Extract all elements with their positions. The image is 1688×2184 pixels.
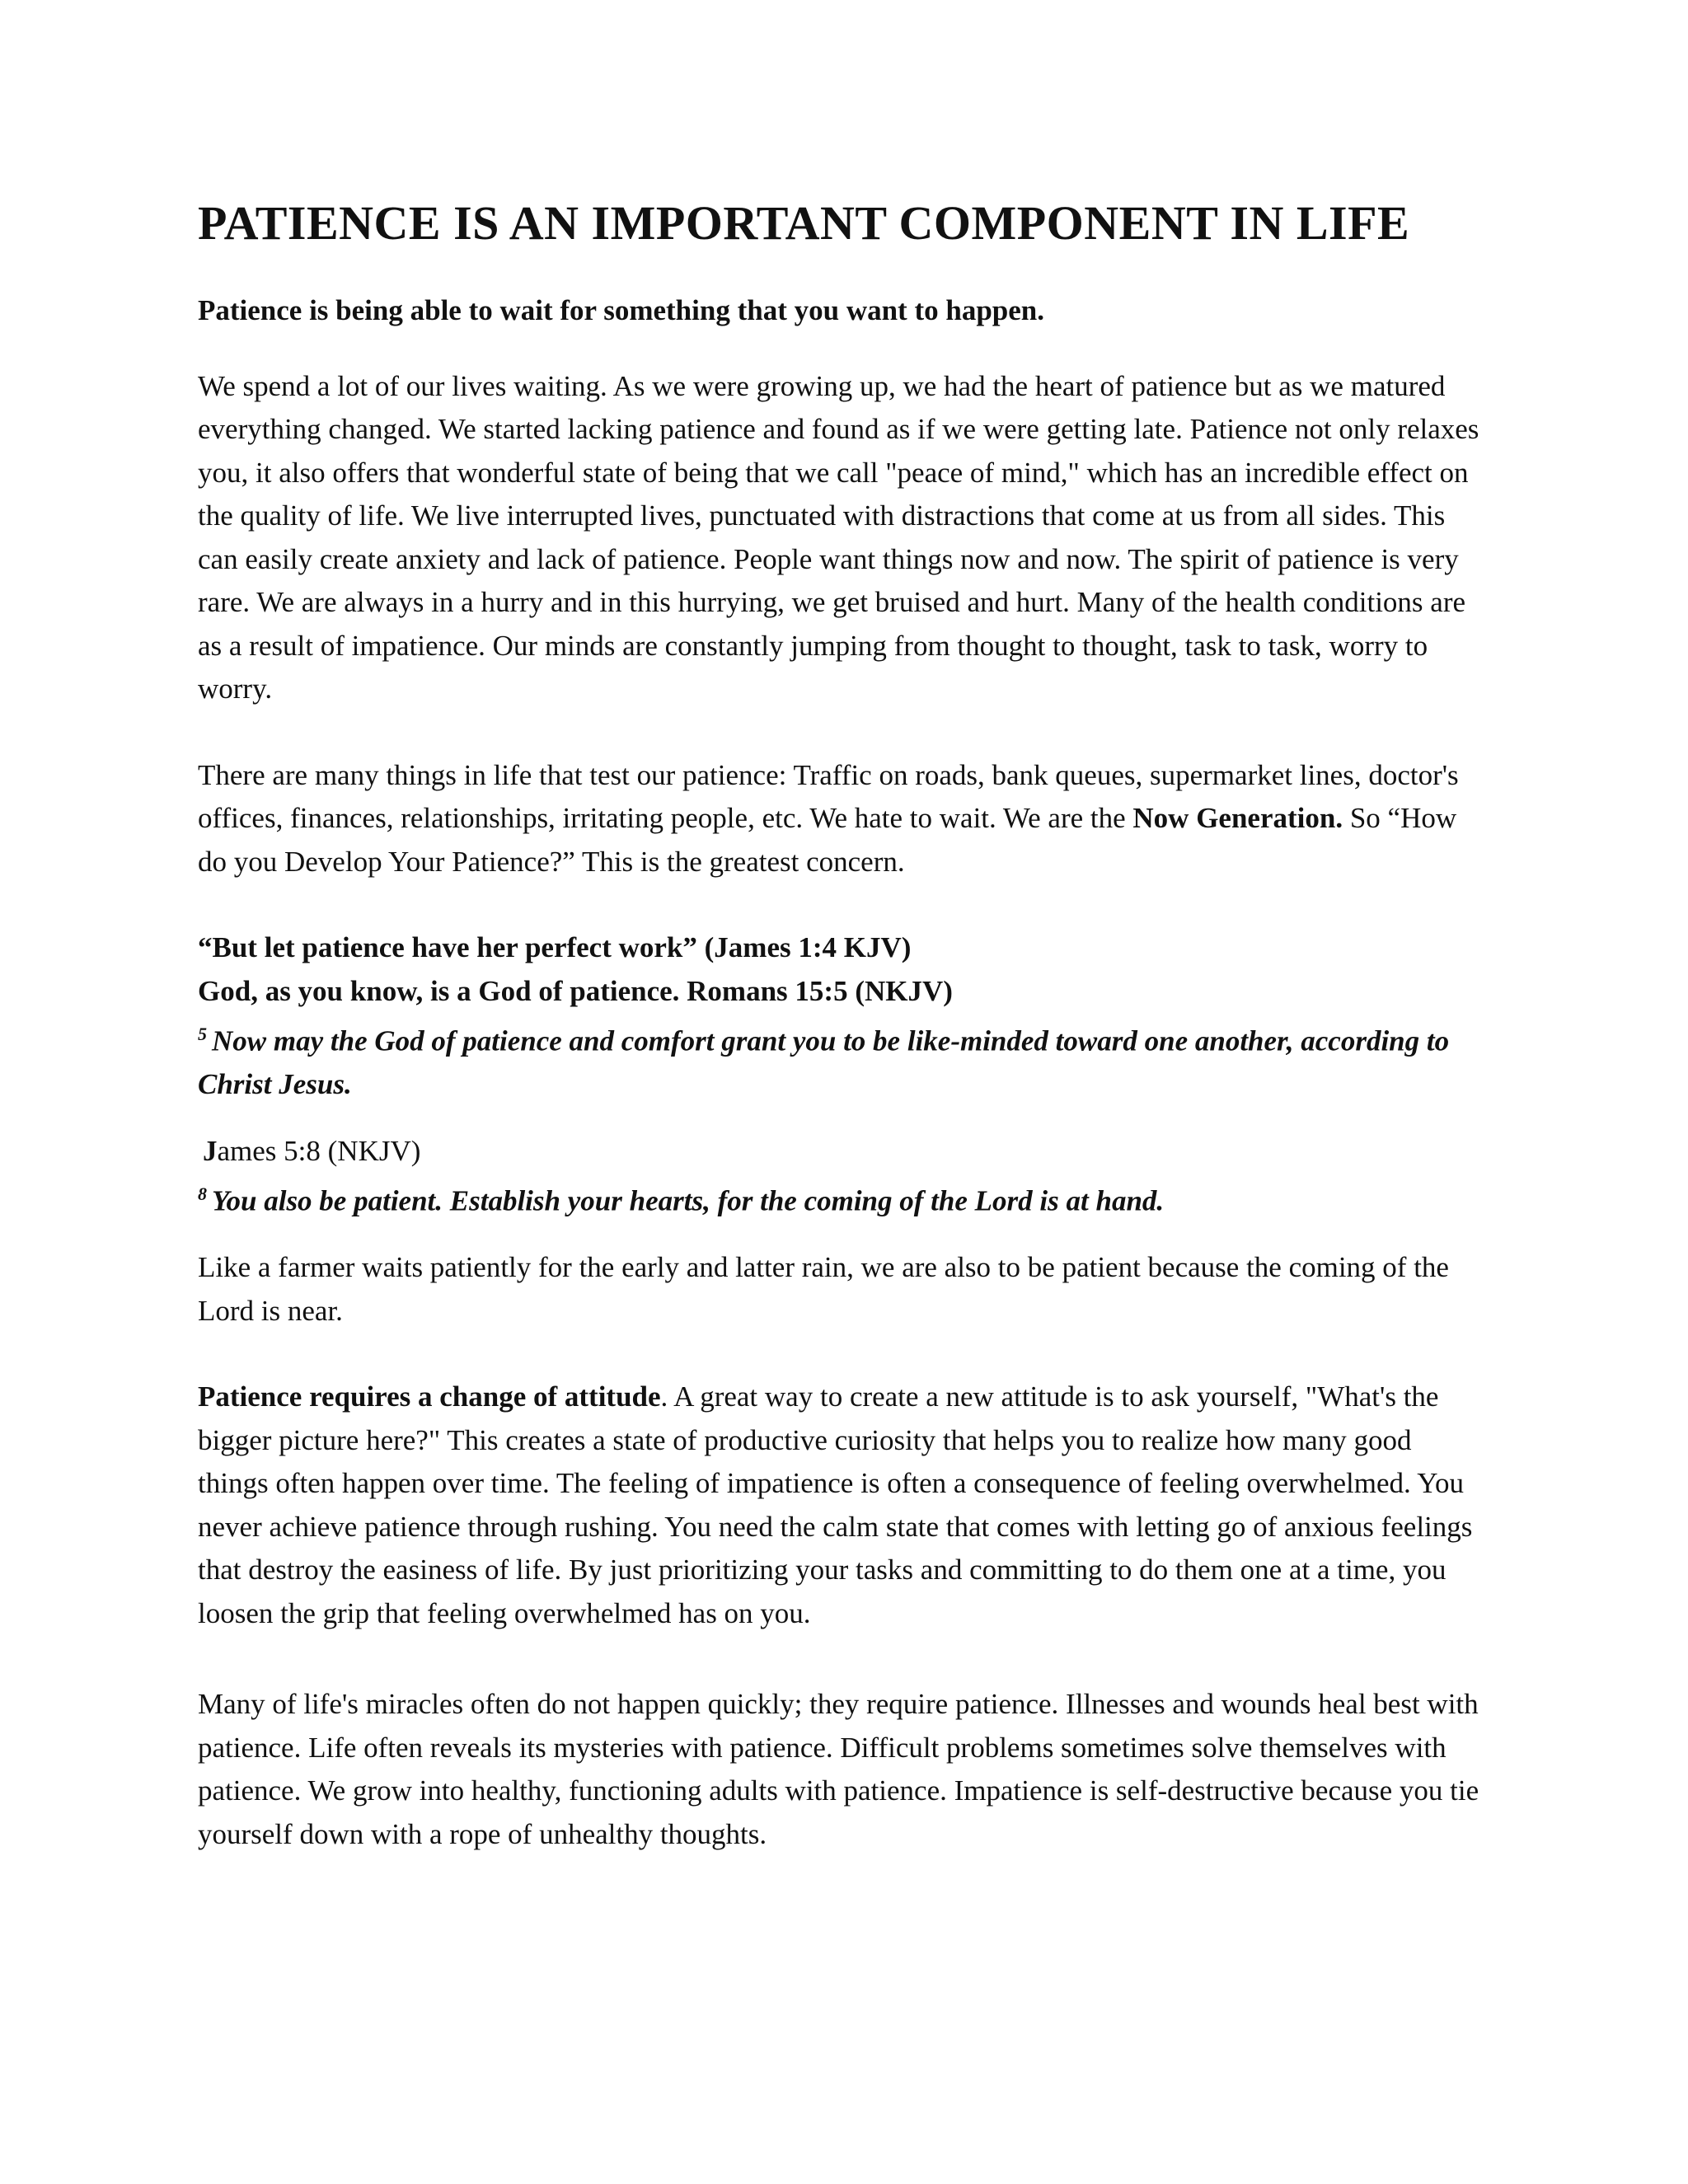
paragraph-tests-start: There are many things in life that test our patience: Traffic on roads, bank queues, supermarket lines, doctor's offices, finances, relationships, irritating people, etc. We hate to wait. We are the	[198, 758, 1459, 835]
paragraph-waiting: We spend a lot of our lives waiting. As we were growing up, we had the heart of patience but as we matured everything changed. We started lacking patience and found as if we were getting late. Patience not only relaxes you, it also offers that wonderful state of being that we call "peace of mind," which has an incredible effect on the quality of life. We live interrupted lives, punctuated with distractions that come at us from all sides. This can easily create anxiety and lack of patience. People want things now and now. The spirit of patience is very rare. We are always in a hurry and in this hurrying, we get bruised and hurt. Many of the health conditions are as a result of impatience. Our minds are constantly jumping from thought to thought, task to task, worry to worry.	[198, 369, 1479, 705]
now-generation-phrase: Now Generation.	[1132, 802, 1343, 835]
scripture-james-1-4: “But let patience have her perfect work” (James 1:4 KJV)	[198, 931, 912, 964]
page-title: PATIENCE IS AN IMPORTANT COMPONENT IN LIFE	[198, 196, 1410, 250]
ref-rest: ames 5:8 (NKJV)	[217, 1134, 421, 1167]
paragraph-tests	[198, 754, 1484, 884]
paragraph-tests-end: So “How do you Develop Your Patience?” This is the greatest concern.	[198, 802, 1457, 878]
attitude-phrase: Patience requires a change of attitude	[198, 1380, 661, 1413]
scripture-block-james	[198, 1130, 1484, 1224]
verse-number: 8	[198, 1183, 207, 1205]
scripture-james-5-8	[198, 1173, 1484, 1223]
paragraph-attitude-rest: . A great way to create a new attitude is to ask yourself, "What's the bigger picture here?" This creates a state of productive curiosity that helps you to realize how many good things often happen over time. The feeling of impatience is often a consequence of feeling overwhelmed. You never achieve patience through rushing. You need the calm state that comes with letting go of anxious feelings that destroy the easiness of life. By just prioritizing your tasks and committing to do them one at a time, you loosen the grip that feeling overwhelmed has on you.	[198, 1380, 1473, 1629]
ref-initial: J	[203, 1134, 218, 1167]
verse-text: You also be patient. Establish your hearts, for the coming of the Lord is at hand.	[212, 1184, 1165, 1217]
scripture-romans-ref: God, as you know, is a God of patience. Romans 15:5 (NKJV)	[198, 974, 953, 1007]
scripture-block	[198, 926, 1484, 1107]
scripture-romans-15-5	[198, 1013, 1484, 1107]
verse-text: Now may the God of patience and comfort grant you to be like-minded toward one another, according to Christ Jesus.	[198, 1024, 1450, 1101]
paragraph-attitude	[198, 1376, 1484, 1635]
scripture-james-5-8-ref	[198, 1130, 1484, 1174]
verse-number: 5	[198, 1024, 207, 1045]
document-body	[198, 194, 1484, 1899]
lead-sentence: Patience is being able to wait for something that you want to happen.	[198, 293, 1045, 326]
paragraph-miracles: Many of life's miracles often do not happen quickly; they require patience. Illnesses and wounds heal best with patience. Life often reveals its mysteries with patience. Difficult problems sometimes solve themselves with patience. We grow into healthy, functioning adults with patience. Impatience is self-destructive because you tie yourself down with a rope of unhealthy thoughts.	[198, 1688, 1479, 1850]
paragraph-farmer: Like a farmer waits patiently for the early and latter rain, we are also to be patient because the coming of the Lord is near.	[198, 1251, 1449, 1327]
